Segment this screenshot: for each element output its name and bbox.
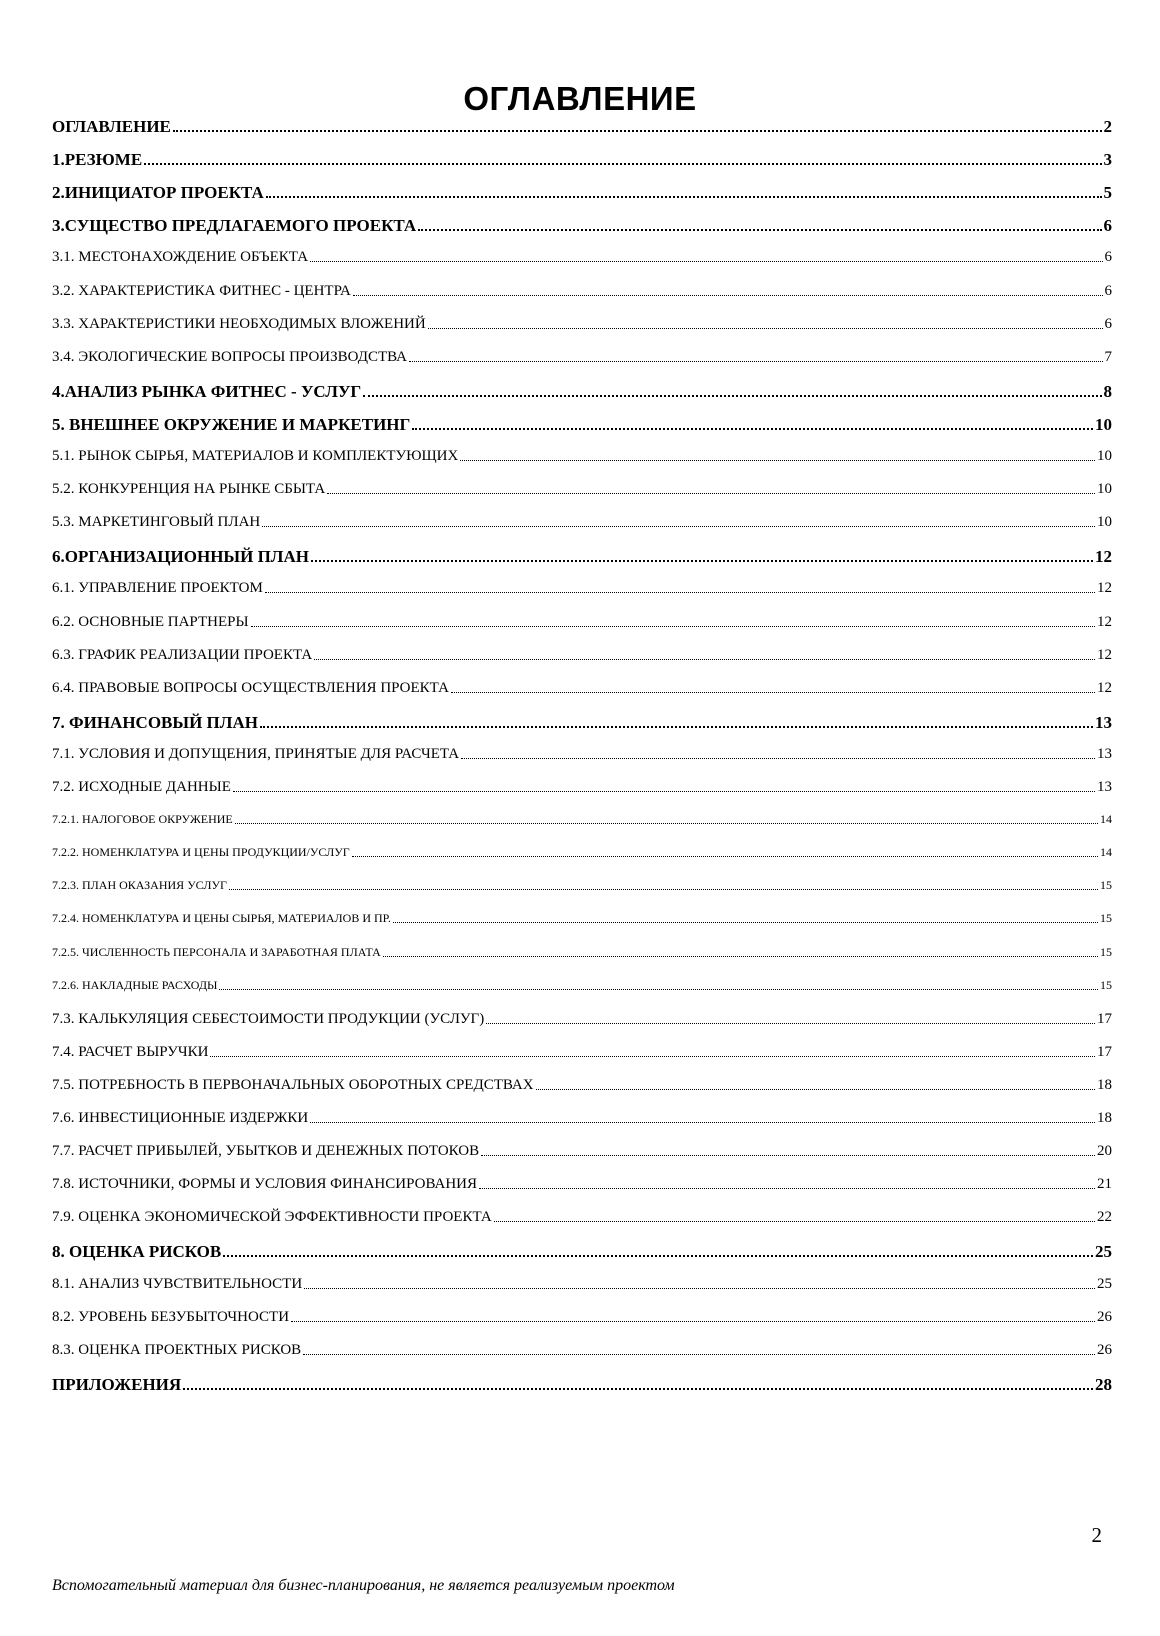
toc-entry-page[interactable]: 10 bbox=[1097, 481, 1112, 498]
page-title: ОГЛАВЛЕНИЕ bbox=[463, 80, 697, 118]
toc-entry-label[interactable]: 7.2.6. НАКЛАДНЫЕ РАСХОДЫ bbox=[52, 977, 218, 992]
toc-leader-dots bbox=[233, 791, 1095, 792]
toc-entry-label[interactable]: 6.1. УПРАВЛЕНИЕ ПРОЕКТОМ bbox=[52, 580, 263, 597]
toc-entry[interactable] bbox=[52, 150, 1112, 170]
toc-leader-dots bbox=[412, 428, 1093, 430]
toc-entry-label[interactable]: 2.ИНИЦИАТОР ПРОЕКТА bbox=[52, 183, 264, 203]
toc-entry-page[interactable]: 13 bbox=[1095, 712, 1112, 732]
toc-entry-label[interactable]: 3.3. ХАРАКТЕРИСТИКИ НЕОБХОДИМЫХ ВЛОЖЕНИЙ bbox=[52, 315, 426, 332]
toc-entry-label[interactable]: 7.2.2. НОМЕНКЛАТУРА И ЦЕНЫ ПРОДУКЦИИ/УСЛУГ bbox=[52, 845, 350, 860]
toc-entry-label[interactable]: 5. ВНЕШНЕЕ ОКРУЖЕНИЕ И МАРКЕТИНГ bbox=[52, 414, 411, 434]
toc-entry-page[interactable]: 12 bbox=[1097, 580, 1112, 597]
toc-entry-label[interactable]: 3.4. ЭКОЛОГИЧЕСКИЕ ВОПРОСЫ ПРОИЗВОДСТВА bbox=[52, 348, 408, 365]
toc-leader-dots bbox=[310, 1122, 1095, 1123]
toc-entry[interactable] bbox=[52, 978, 1112, 993]
toc-leader-dots bbox=[486, 1023, 1095, 1024]
toc-leader-dots bbox=[479, 1188, 1095, 1189]
toc-entry-label[interactable]: 7.6. ИНВЕСТИЦИОННЫЕ ИЗДЕРЖКИ bbox=[52, 1110, 309, 1126]
toc-entry-page[interactable]: 15 bbox=[1100, 977, 1112, 992]
toc-entry-page[interactable]: 7 bbox=[1104, 348, 1112, 365]
toc-entry-label[interactable]: 3.СУЩЕСТВО ПРЕДЛАГАЕМОГО ПРОЕКТА bbox=[52, 216, 417, 236]
toc-entry[interactable] bbox=[52, 448, 1112, 465]
toc-entry[interactable] bbox=[52, 1242, 1112, 1262]
toc-entry[interactable] bbox=[52, 1276, 1112, 1293]
toc-entry[interactable] bbox=[52, 349, 1112, 366]
toc-entry-page[interactable]: 6 bbox=[1104, 282, 1112, 299]
toc-entry[interactable] bbox=[52, 614, 1112, 631]
toc-entry-label[interactable]: ПРИЛОЖЕНИЯ bbox=[52, 1374, 182, 1394]
toc-entry-label[interactable]: 8.3. ОЦЕНКА ПРОЕКТНЫХ РИСКОВ bbox=[52, 1341, 302, 1358]
toc-leader-dots bbox=[383, 956, 1098, 957]
toc-leader-dots bbox=[409, 361, 1102, 362]
toc-leader-dots bbox=[428, 328, 1103, 329]
toc-entry-label[interactable]: 7.8. ИСТОЧНИКИ, ФОРМЫ И УСЛОВИЯ ФИНАНСИРОВАНИЯ bbox=[52, 1176, 478, 1193]
toc-leader-dots bbox=[144, 163, 1101, 165]
toc-entry-page[interactable]: 14 bbox=[1100, 845, 1112, 860]
toc-entry-label[interactable]: 4.АНАЛИЗ РЫНКА ФИТНЕС - УСЛУГ bbox=[52, 381, 362, 401]
toc-entry-page[interactable]: 26 bbox=[1097, 1308, 1112, 1325]
page-number: 2 bbox=[1091, 1523, 1102, 1547]
toc-leader-dots bbox=[251, 626, 1095, 627]
toc-entry[interactable] bbox=[52, 382, 1112, 402]
toc-leader-dots bbox=[303, 1354, 1095, 1355]
toc-entry-page[interactable]: 8 bbox=[1103, 381, 1112, 401]
toc-entry-label[interactable]: 3.1. МЕСТОНАХОЖДЕНИЕ ОБЪЕКТА bbox=[52, 249, 309, 266]
toc-leader-dots bbox=[460, 460, 1095, 461]
toc-entry[interactable] bbox=[52, 945, 1112, 960]
toc-entry-page[interactable]: 15 bbox=[1100, 944, 1112, 959]
toc-entry-label[interactable]: 5.2. КОНКУРЕНЦИЯ НА РЫНКЕ СБЫТА bbox=[52, 481, 326, 498]
toc-entry-label[interactable]: ОГЛАВЛЕНИЕ bbox=[52, 117, 171, 136]
toc-entry-label[interactable]: 7.5. ПОТРЕБНОСТЬ В ПЕРВОНАЧАЛЬНЫХ ОБОРОТНЫХ СРЕДСТВАХ bbox=[52, 1076, 534, 1093]
toc-entry-page[interactable]: 13 bbox=[1097, 745, 1112, 762]
toc-entry-page[interactable]: 5 bbox=[1103, 183, 1112, 203]
toc-entry-page[interactable]: 18 bbox=[1097, 1076, 1112, 1093]
toc-leader-dots bbox=[451, 692, 1095, 693]
toc-entry-page[interactable]: 12 bbox=[1095, 547, 1112, 567]
toc-entry-page[interactable]: 21 bbox=[1097, 1176, 1112, 1193]
toc-entry[interactable] bbox=[52, 779, 1112, 796]
toc-entry[interactable] bbox=[52, 316, 1112, 333]
toc-entry-label[interactable]: 7.2.1. НАЛОГОВОЕ ОКРУЖЕНИЕ bbox=[52, 812, 233, 827]
toc-entry-label[interactable]: 6.2. ОСНОВНЫЕ ПАРТНЕРЫ bbox=[52, 613, 249, 630]
toc-entry-label[interactable]: 7.7. РАСЧЕТ ПРИБЫЛЕЙ, УБЫТКОВ И ДЕНЕЖНЫХ ПОТОКОВ bbox=[52, 1143, 480, 1160]
toc-leader-dots bbox=[210, 1056, 1095, 1057]
toc-entry[interactable] bbox=[52, 1209, 1112, 1226]
toc-entry[interactable] bbox=[52, 713, 1112, 733]
toc-entry[interactable] bbox=[52, 547, 1112, 567]
toc-entry-page[interactable]: 6 bbox=[1103, 216, 1112, 236]
toc-entry[interactable] bbox=[52, 216, 1112, 236]
toc-entry-page[interactable]: 12 bbox=[1097, 613, 1112, 630]
toc-entry[interactable] bbox=[52, 1342, 1112, 1359]
toc-entry-label[interactable]: 8.2. УРОВЕНЬ БЕЗУБЫТОЧНОСТИ bbox=[52, 1308, 290, 1325]
toc-entry-label[interactable]: 5.3. МАРКЕТИНГОВЫЙ ПЛАН bbox=[52, 514, 261, 531]
toc-entry-page[interactable]: 25 bbox=[1095, 1242, 1112, 1262]
toc-entry[interactable] bbox=[52, 1309, 1112, 1326]
toc-entry-page[interactable]: 10 bbox=[1097, 514, 1112, 531]
toc-leader-dots bbox=[310, 261, 1102, 262]
toc-entry[interactable] bbox=[52, 680, 1112, 697]
toc-leader-dots bbox=[265, 592, 1095, 593]
toc-leader-dots bbox=[260, 726, 1093, 728]
toc-entry-label[interactable]: 7.2.4. НОМЕНКЛАТУРА И ЦЕНЫ СЫРЬЯ, МАТЕРИАЛОВ И ПР. bbox=[52, 911, 391, 926]
toc-entry-label[interactable]: 7.2.3. ПЛАН ОКАЗАНИЯ УСЛУГ bbox=[52, 878, 227, 893]
toc-entry[interactable] bbox=[52, 1044, 1112, 1061]
toc-entry-page[interactable]: 2 bbox=[1103, 117, 1112, 136]
toc-entry-label[interactable]: 1.РЕЗЮМЕ bbox=[52, 150, 143, 170]
toc-entry[interactable] bbox=[52, 283, 1112, 300]
toc-leader-dots bbox=[304, 1288, 1095, 1289]
toc-leader-dots bbox=[494, 1221, 1095, 1222]
toc-entry[interactable] bbox=[52, 1110, 1112, 1127]
toc-entry-label[interactable]: 7.4. РАСЧЕТ ВЫРУЧКИ bbox=[52, 1043, 209, 1060]
toc-entry[interactable] bbox=[52, 481, 1112, 498]
toc-entry[interactable] bbox=[52, 1077, 1112, 1094]
toc-entry-label[interactable]: 8. ОЦЕНКА РИСКОВ bbox=[52, 1242, 222, 1262]
toc-entry[interactable] bbox=[52, 746, 1112, 763]
toc-entry-page[interactable]: 12 bbox=[1097, 679, 1112, 696]
toc-leader-dots bbox=[219, 989, 1098, 990]
toc-entry-page[interactable]: 3 bbox=[1103, 150, 1112, 170]
toc-leader-dots bbox=[352, 856, 1098, 857]
toc-entry[interactable] bbox=[52, 647, 1112, 664]
toc-entry-page[interactable]: 28 bbox=[1095, 1374, 1112, 1394]
toc-entry-page[interactable]: 25 bbox=[1097, 1275, 1112, 1292]
toc-leader-dots bbox=[461, 758, 1095, 759]
toc-leader-dots bbox=[235, 823, 1098, 824]
toc-entry-label[interactable]: 6.4. ПРАВОВЫЕ ВОПРОСЫ ОСУЩЕСТВЛЕНИЯ ПРОЕКТА bbox=[52, 679, 449, 696]
toc-entry[interactable] bbox=[52, 845, 1112, 860]
toc-leader-dots bbox=[393, 922, 1098, 923]
toc-leader-dots bbox=[536, 1089, 1095, 1090]
toc-entry-page[interactable]: 22 bbox=[1097, 1209, 1112, 1226]
toc-entry-page[interactable]: 18 bbox=[1097, 1110, 1112, 1126]
toc-leader-dots bbox=[291, 1321, 1095, 1322]
toc-entry[interactable] bbox=[52, 1375, 1112, 1395]
toc-leader-dots bbox=[262, 526, 1095, 527]
toc-entry-label[interactable]: 7.3. КАЛЬКУЛЯЦИЯ СЕБЕСТОИМОСТИ ПРОДУКЦИИ (УСЛУГ) bbox=[52, 1010, 485, 1027]
toc-entry-label[interactable]: 7.2.5. ЧИСЛЕННОСТЬ ПЕРСОНАЛА И ЗАРАБОТНАЯ ПЛАТА bbox=[52, 944, 381, 959]
toc-entry-label[interactable]: 5.1. РЫНОК СЫРЬЯ, МАТЕРИАЛОВ И КОМПЛЕКТУЮЩИХ bbox=[52, 448, 459, 464]
toc-leader-dots bbox=[266, 196, 1102, 198]
toc-leader-dots bbox=[311, 560, 1093, 562]
toc-entry[interactable] bbox=[52, 580, 1112, 597]
toc-entry-label[interactable]: 3.2. ХАРАКТЕРИСТИКА ФИТНЕС - ЦЕНТРА bbox=[52, 282, 351, 299]
toc-entry[interactable] bbox=[52, 812, 1112, 827]
toc-leader-dots bbox=[223, 1255, 1093, 1257]
toc-entry-page[interactable]: 10 bbox=[1097, 448, 1112, 464]
toc-leader-dots bbox=[183, 1388, 1093, 1390]
toc-entry-label[interactable]: 6.ОРГАНИЗАЦИОННЫЙ ПЛАН bbox=[52, 547, 309, 567]
toc-leader-dots bbox=[314, 659, 1095, 660]
toc-leader-dots bbox=[173, 130, 1102, 132]
toc-entry-label[interactable]: 8.1. АНАЛИЗ ЧУВСТВИТЕЛЬНОСТИ bbox=[52, 1275, 303, 1292]
toc-leader-dots bbox=[481, 1155, 1095, 1156]
toc-leader-dots bbox=[353, 295, 1103, 296]
footer-note: Вспомогательный материал для бизнес-планирования, не является реализуемым проектом bbox=[52, 1577, 675, 1594]
toc-entry-page[interactable]: 12 bbox=[1097, 646, 1112, 663]
toc-leader-dots bbox=[229, 889, 1098, 890]
toc-entry[interactable] bbox=[52, 183, 1112, 203]
toc-entry-page[interactable]: 20 bbox=[1097, 1143, 1112, 1160]
toc-entry[interactable] bbox=[52, 1176, 1112, 1193]
toc-entry-page[interactable]: 17 bbox=[1097, 1010, 1112, 1027]
toc-leader-dots bbox=[327, 493, 1095, 494]
toc-entry[interactable] bbox=[52, 1143, 1112, 1160]
toc-entry-page[interactable]: 17 bbox=[1097, 1043, 1112, 1060]
toc-entry-label[interactable]: 7.9. ОЦЕНКА ЭКОНОМИЧЕСКОЙ ЭФФЕКТИВНОСТИ ПРОЕКТА bbox=[52, 1209, 492, 1226]
toc-entry-page[interactable]: 26 bbox=[1097, 1341, 1112, 1358]
toc-entry-label[interactable]: 6.3. ГРАФИК РЕАЛИЗАЦИИ ПРОЕКТА bbox=[52, 646, 313, 663]
toc-entry[interactable] bbox=[52, 878, 1112, 893]
toc-entry[interactable] bbox=[52, 415, 1112, 435]
toc-entry[interactable] bbox=[52, 514, 1112, 531]
toc-entry[interactable] bbox=[52, 1011, 1112, 1028]
toc-entry-page[interactable]: 10 bbox=[1095, 414, 1112, 434]
toc-entry-label[interactable]: 7. ФИНАНСОВЫЙ ПЛАН bbox=[52, 712, 258, 732]
toc-entry-page[interactable]: 14 bbox=[1100, 812, 1112, 827]
toc-entry-page[interactable]: 13 bbox=[1097, 779, 1112, 795]
toc-entry-page[interactable]: 6 bbox=[1104, 315, 1112, 332]
toc-leader-dots bbox=[363, 395, 1101, 397]
toc-entry-label[interactable]: 7.2. ИСХОДНЫЕ ДАННЫЕ bbox=[52, 779, 231, 795]
toc-entry[interactable] bbox=[52, 117, 1112, 137]
toc-entry-page[interactable]: 15 bbox=[1100, 878, 1112, 893]
toc-entry[interactable] bbox=[52, 911, 1112, 926]
toc-entry-label[interactable]: 7.1. УСЛОВИЯ И ДОПУЩЕНИЯ, ПРИНЯТЫЕ ДЛЯ РАСЧЕТА bbox=[52, 745, 460, 762]
toc-leader-dots bbox=[418, 229, 1101, 231]
toc-entry-page[interactable]: 6 bbox=[1104, 249, 1112, 266]
toc-entry-page[interactable]: 15 bbox=[1100, 911, 1112, 926]
toc-entry[interactable] bbox=[52, 249, 1112, 266]
